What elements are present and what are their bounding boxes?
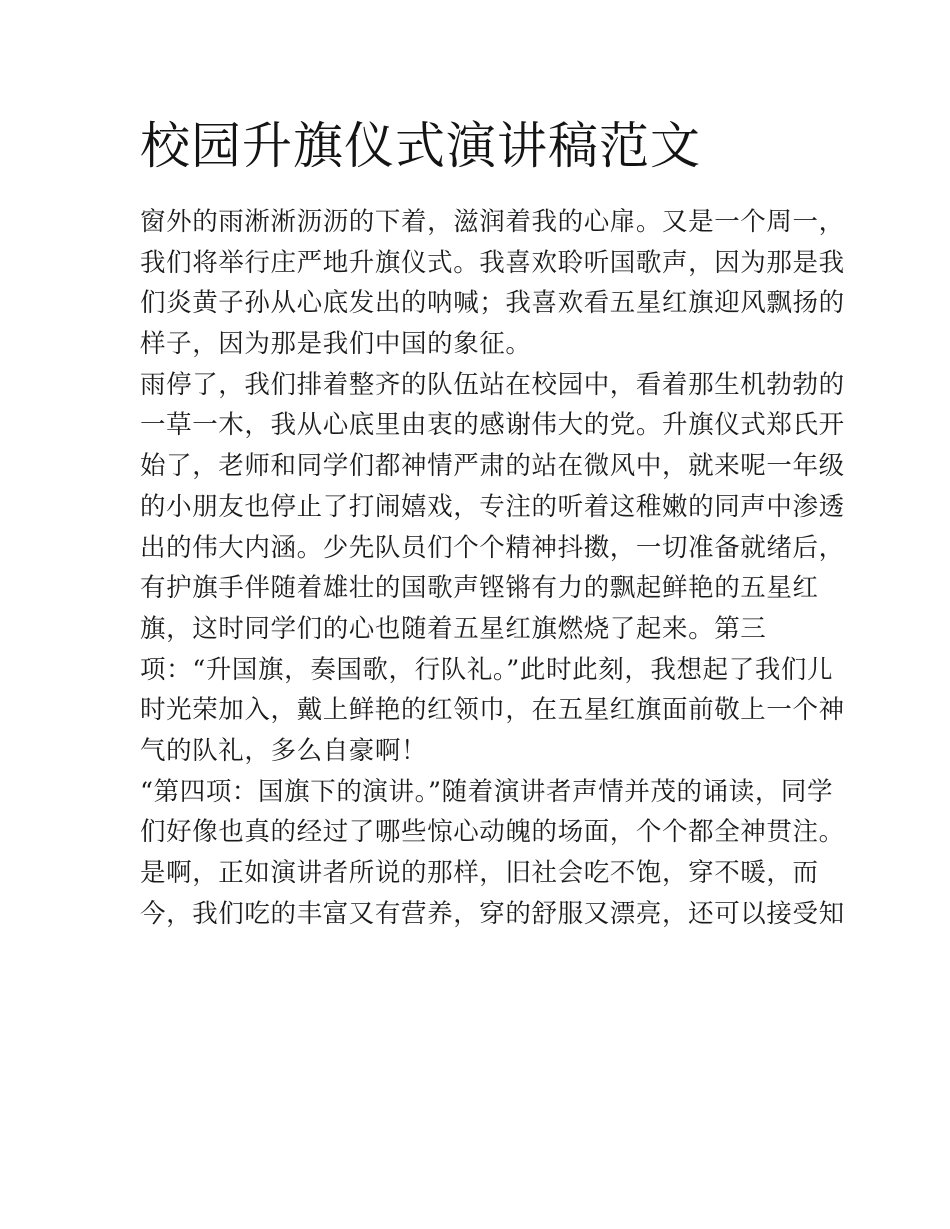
body-line: 的小朋友也停止了打闹嬉戏，专注的听着这稚嫩的同声中渗透 — [140, 491, 845, 522]
body-line: 们炎黄子孙从心底发出的呐喊；我喜欢看五星红旗迎风飘扬的 — [140, 288, 845, 319]
document-title: 校园升旗仪式演讲稿范文 — [140, 117, 701, 175]
body-line: 旗，这时同学们的心也随着五星红旗燃烧了起来。第三 — [140, 613, 767, 644]
body-line: 出的伟大内涵。少先队员们个个精神抖擞，一切准备就绪后， — [140, 532, 845, 563]
body-line: 今，我们吃的丰富又有营养，穿的舒服又漂亮，还可以接受知 — [140, 898, 845, 929]
document-body — [140, 202, 845, 934]
body-line: “第四项：国旗下的演讲。”随着演讲者声情并茂的诵读，同学 — [140, 776, 834, 807]
body-line: 一草一木，我从心底里由衷的感谢伟大的党。升旗仪式郑氏开 — [140, 410, 845, 441]
body-line: 们好像也真的经过了哪些惊心动魄的场面，个个都全神贯注。 — [140, 817, 845, 848]
body-line: 项：“升国旗，奏国歌，行队礼。”此时此刻，我想起了我们儿 — [140, 654, 834, 685]
body-line: 我们将举行庄严地升旗仪式。我喜欢聆听国歌声，因为那是我 — [140, 247, 845, 278]
body-line: 气的队礼，多么自豪啊！ — [140, 735, 428, 766]
body-line: 时光荣加入，戴上鲜艳的红领巾，在五星红旗面前敬上一个神 — [140, 695, 845, 726]
body-line: 窗外的雨淅淅沥沥的下着，滋润着我的心扉。又是一个周一， — [140, 207, 845, 237]
body-line: 雨停了，我们排着整齐的队伍站在校园中，看着那生机勃勃的 — [140, 369, 845, 400]
body-line: 有护旗手伴随着雄壮的国歌声铿锵有力的飘起鲜艳的五星红 — [140, 573, 819, 604]
body-line: 样子，因为那是我们中国的象征。 — [140, 329, 532, 360]
body-line: 是啊，正如演讲者所说的那样，旧社会吃不饱，穿不暖，而 — [140, 858, 819, 888]
body-line: 始了，老师和同学们都神情严肃的站在微风中，就来呢一年级 — [140, 451, 845, 482]
